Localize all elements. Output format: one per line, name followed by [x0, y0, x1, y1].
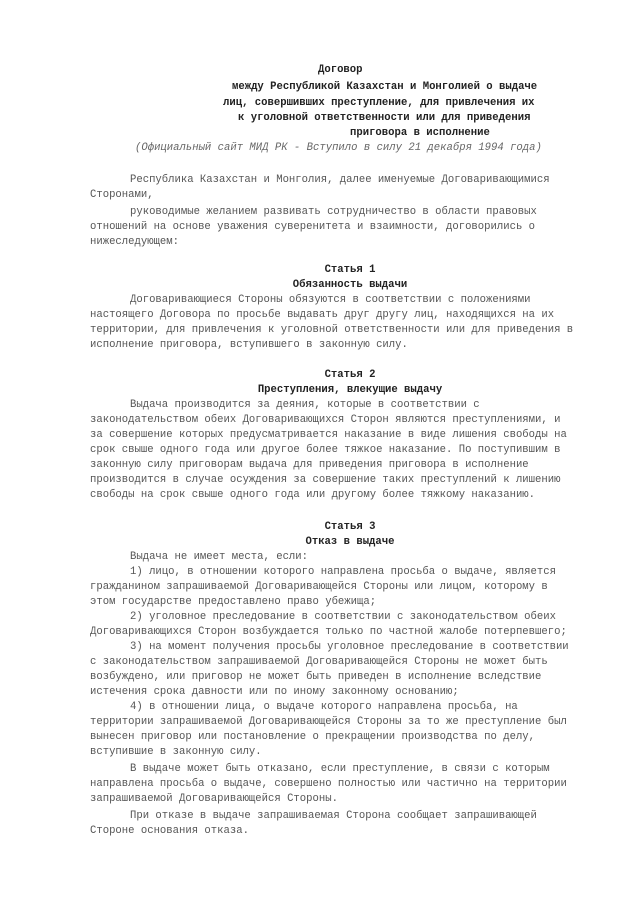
preamble — [90, 173, 610, 250]
text-line: вступившие в законную силу. — [90, 746, 262, 758]
title-line: между Республикой Казахстан и Монголией о выдаче — [232, 81, 538, 93]
text-line: При отказе в выдаче запрашиваемая Сторона сообщает запрашивающей — [130, 810, 537, 822]
text-line: Выдача не имеет места, если: — [130, 551, 309, 563]
title-line: Договор — [318, 64, 363, 76]
document-title — [0, 63, 640, 163]
title-line: приговора в исполнение — [350, 127, 490, 139]
text-line: 2) уголовное преследование в соответствии с законодательством обеих — [130, 611, 556, 623]
text-line: свободы на срок свыше одного года или другому более тяжкому наказанию. — [90, 489, 536, 501]
article-number: Статья 3 — [324, 521, 376, 533]
text-line: 1) лицо, в отношении которого направлена просьба о выдаче, является — [130, 566, 556, 578]
text-line: срок свыше одного года или другое более тяжкое наказание. По поступившим в — [90, 444, 561, 456]
text-line: законодательством обеих Договаривающихся Сторон являются преступлениями, и — [90, 414, 561, 426]
title-line: лиц, совершивших преступление, для привлечения их — [223, 97, 535, 109]
article-number: Статья 2 — [324, 369, 376, 381]
text-line: Сторонами, — [90, 189, 154, 201]
text-line: территории, для привлечения к уголовной ответственности или для приведения в — [90, 324, 574, 336]
text-line: производится в случае осуждения за совершение таких преступлений к лишению — [90, 474, 561, 486]
text-line: 3) на момент получения просьбы уголовное преследование в соответствии — [130, 641, 569, 653]
text-line: вынесен приговор или постановление о прекращении производства по делу, — [90, 731, 536, 743]
text-line: Договаривающиеся Стороны обязуются в соответствии с положениями — [130, 294, 531, 306]
article-heading: Отказ в выдаче — [305, 536, 395, 548]
text-line: законную силу приговорам выдача для приведения приговора в исполнение — [90, 459, 529, 471]
text-line: возбуждено, или приговор не может быть приведен в исполнение вследствие — [90, 671, 542, 683]
text-line: территории запрашиваемой Договаривающейся Стороны за то же преступление был — [90, 716, 567, 728]
article-heading: Преступления, влекущие выдачу — [257, 384, 443, 396]
text-line: запрашиваемой Договаривающейся Стороны. — [90, 793, 338, 805]
text-line: за совершение которых предусматривается наказание в виде лишения свободы на — [90, 429, 567, 441]
article-3 — [90, 520, 610, 839]
text-line: этом государстве предоставлено право убежища; — [90, 596, 377, 608]
text-line: направлена просьба о выдаче, совершено полностью или частично на территории — [90, 778, 567, 790]
title-line: к уголовной ответственности или для приведения — [238, 112, 531, 124]
text-line: настоящего Договора по просьбе выдавать друг другу лиц, находящихся на их — [90, 309, 555, 321]
text-line: руководимые желанием развивать сотрудничество в области правовых — [130, 206, 537, 218]
text-line: отношений на основе уважения суверенитета и взаимности, договорились о — [90, 221, 536, 233]
text-line: нижеследующем: — [90, 236, 180, 248]
article-number: Статья 1 — [324, 264, 376, 276]
text-line: В выдаче может быть отказано, если преступление, в связи с которым — [130, 763, 550, 775]
text-line: исполнение приговора, вступившего в законную силу. — [90, 339, 408, 351]
article-1 — [90, 263, 610, 353]
text-line: Выдача производится за деяния, которые в соответствии с — [130, 399, 480, 411]
text-line: 4) в отношении лица, о выдаче которого направлена просьба, на — [130, 701, 518, 713]
text-line: Республика Казахстан и Монголия, далее именуемые Договаривающимися — [130, 174, 550, 186]
article-heading: Обязанность выдачи — [292, 279, 408, 291]
text-line: Договаривающихся Сторон возбуждается только по частной жалобе потерпевшего; — [90, 626, 567, 638]
text-line: гражданином запрашиваемой Договаривающейся Стороны или лицом, которому в — [90, 581, 548, 593]
text-line: Стороне основания отказа. — [90, 825, 249, 837]
text-line: с законодательством запрашиваемой Договаривающейся Стороны не может быть — [90, 656, 548, 668]
article-2 — [90, 368, 610, 503]
text-line: истечения срока давности или по иному законному основанию; — [90, 686, 459, 698]
source-note: (Официальный сайт МИД РК - Вступило в силу 21 декабря 1994 года) — [135, 142, 542, 154]
